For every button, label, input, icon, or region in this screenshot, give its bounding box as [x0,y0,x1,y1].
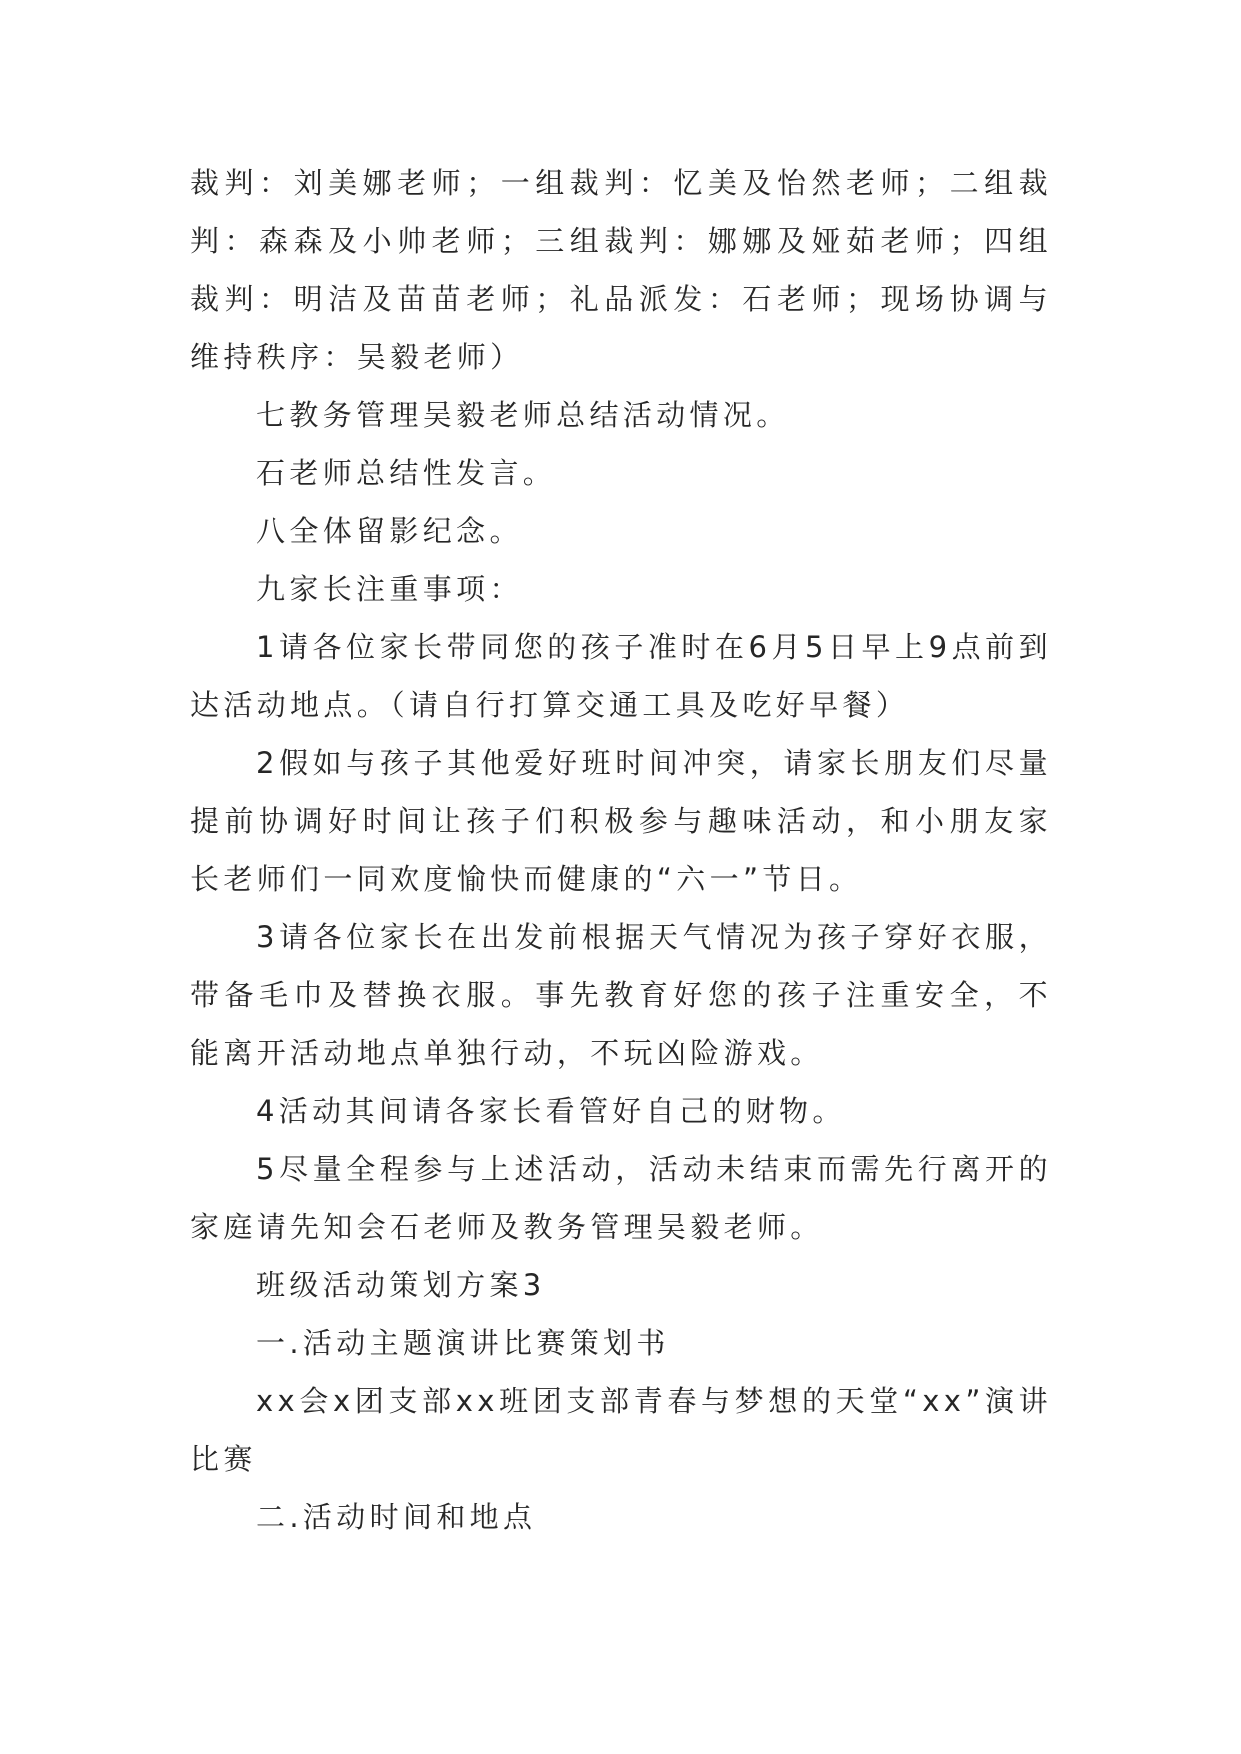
paragraph-activity-theme: 一.活动主题演讲比赛策划书 [256,1326,670,1360]
paragraph-note-2: 2假如与孩子其他爱好班时间冲突，请家长朋友们尽量提前协调好时间让孩子们积极参与趣味活动，和小朋友家长老师们一同欢度愉快而健康的“六一”节日。 [190,746,1052,896]
paragraph-judges: 裁判：刘美娜老师；一组裁判：忆美及怡然老师；二组裁判：森森及小帅老师；三组裁判：娜娜及娅茹老师；四组裁判：明洁及苗苗老师；礼品派发：石老师；现场协调与维持秩序：吴毅老师） [190,166,1052,374]
paragraph-note-3: 3请各位家长在出发前根据天气情况为孩子穿好衣服，带备毛巾及替换衣服。事先教育好您的孩子注重安全，不能离开活动地点单独行动，不玩凶险游戏。 [190,920,1052,1070]
paragraph-closing-speech: 石老师总结性发言。 [256,456,557,490]
paragraph-item-7: 七教务管理吴毅老师总结活动情况。 [256,398,790,432]
paragraph-contest-name: xx会x团支部xx班团支部青春与梦想的天堂“xx”演讲比赛 [190,1384,1052,1476]
paragraph-time-location: 二.活动时间和地点 [256,1500,537,1534]
paragraph-note-4: 4活动其间请各家长看管好自己的财物。 [256,1094,846,1128]
paragraph-note-1: 1请各位家长带同您的孩子准时在6月5日早上9点前到达活动地点。（请自行打算交通工具及吃好早餐） [190,630,1052,722]
paragraph-item-8: 八全体留影纪念。 [256,514,523,548]
section-title-plan-3: 班级活动策划方案3 [256,1268,546,1302]
document-body [190,154,1052,1546]
paragraph-item-9-heading: 九家长注重事项： [256,572,523,606]
paragraph-note-5: 5尽量全程参与上述活动，活动未结束而需先行离开的家庭请先知会石老师及教务管理吴毅老师。 [190,1152,1052,1244]
